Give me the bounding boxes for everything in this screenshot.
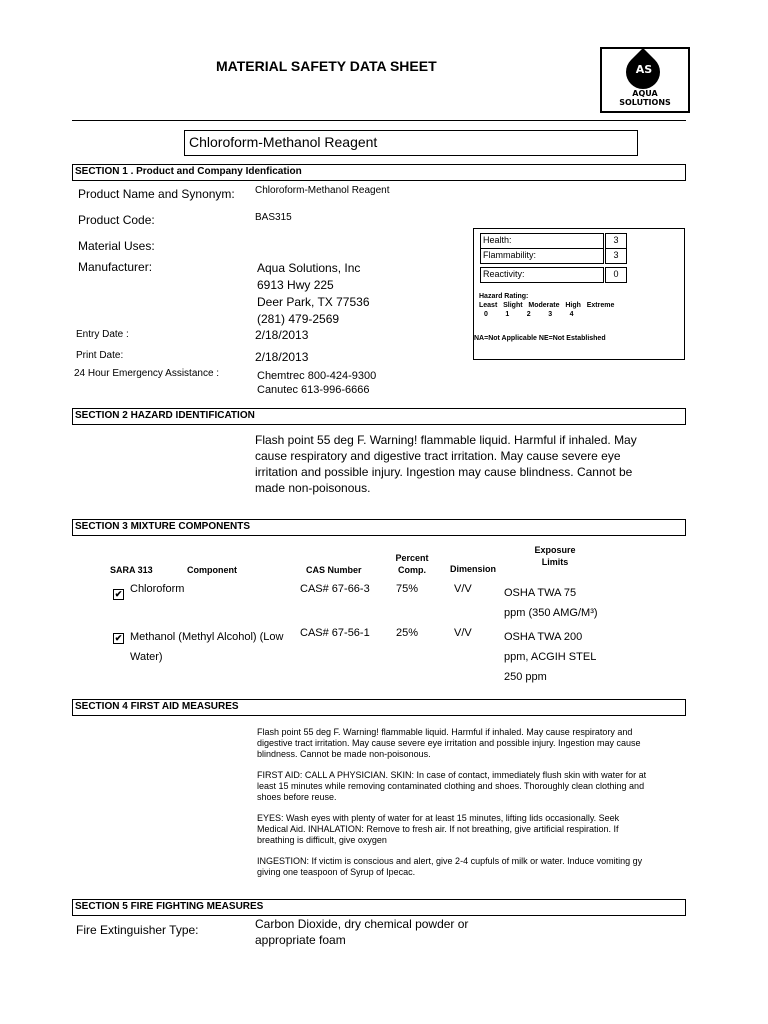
col-sara: SARA 313 (110, 565, 153, 575)
entry-date-value: 2/18/2013 (255, 328, 309, 342)
hazard-rating-scale: Least Slight Moderate High Extreme (479, 302, 615, 309)
section-5-header: SECTION 5 FIRE FIGHTING MEASURES (72, 899, 686, 916)
flammability-label: Flammability: (480, 248, 604, 264)
col-percent: Percent Comp. (395, 553, 429, 575)
col-dimension: Dimension (450, 564, 497, 574)
table-row (113, 628, 124, 646)
product-code-value: BAS315 (255, 212, 292, 223)
header-rule (72, 120, 686, 121)
section-3-header: SECTION 3 MIXTURE COMPONENTS (72, 519, 686, 536)
hazard-note: NA=Not Applicable NE=Not Established (474, 335, 606, 342)
manufacturer-label: Manufacturer: (78, 260, 153, 274)
hazard-identification-text: Flash point 55 deg F. Warning! flammable liquid. Harmful if inhaled. May cause respiratory and digestive tract irritation. May cause severe eye irritation and possible injury. Ingestion may cause blindness. Cannot be made non-poisonous. (255, 433, 637, 495)
reactivity-label: Reactivity: (480, 267, 604, 283)
product-code-label: Product Code: (78, 213, 155, 227)
reactivity-value: 0 (605, 267, 627, 283)
entry-date-label: Entry Date : (76, 329, 129, 340)
sara-check-icon: ✔ (114, 633, 123, 643)
health-label: Health: (480, 233, 604, 249)
manufacturer-address: Aqua Solutions, Inc 6913 Hwy 225 Deer Park, TX 77536 (281) 479-2569 (257, 261, 370, 326)
logo-mark: AS (635, 63, 653, 76)
document-title: MATERIAL SAFETY DATA SHEET (216, 58, 437, 74)
exposure-limit: OSHA TWA 200 ppm, ACGIH STEL 250 ppm (504, 631, 597, 683)
sara-check-icon: ✔ (114, 589, 123, 599)
percent-value: 75% (396, 583, 419, 595)
extinguisher-label: Fire Extinguisher Type: (76, 923, 199, 937)
section-2-header: SECTION 2 HAZARD IDENTIFICATION (72, 408, 686, 425)
first-aid-paragraph: FIRST AID: CALL A PHYSICIAN. SKIN: In case of contact, immediately flush skin with water for at least 15 minutes while removing contaminated clothing and shoes. Thoroughly clean clothing and shoes before reuse. (257, 770, 647, 802)
cas-number: CAS# 67-56-1 (300, 627, 370, 639)
material-uses-label: Material Uses: (78, 239, 155, 253)
percent-value: 25% (396, 627, 419, 639)
print-date-value: 2/18/2013 (255, 350, 309, 364)
section-1-header: SECTION 1 . Product and Company Idenfication (72, 164, 686, 181)
section-4-header: SECTION 4 FIRST AID MEASURES (72, 699, 686, 716)
col-exposure: Exposure Limits (534, 545, 576, 567)
exposure-limit: OSHA TWA 75 ppm (350 AMG/M³) (504, 587, 598, 619)
cas-number: CAS# 67-66-3 (300, 583, 370, 595)
product-name-label: Product Name and Synonym: (78, 187, 235, 201)
logo-text: AQUA SOLUTIONS (619, 89, 671, 107)
first-aid-paragraph: Flash point 55 deg F. Warning! flammable liquid. Harmful if inhaled. May cause respiratory and digestive tract irritation. May cause severe eye irritation and possible injury. Ingestion may cause blindness. Cannot be made non-poisonous. (257, 727, 641, 759)
hazard-rating-title: Hazard Rating: (479, 293, 529, 300)
first-aid-paragraph: EYES: Wash eyes with plenty of water for at least 15 minutes, lifting lids occasionally. Seek Medical Aid. INHALATION: Remove to fresh air. If not breathing, give artificial respiration. If breathing is difficult, give oxygen (257, 813, 620, 845)
first-aid-paragraph: INGESTION: If victim is conscious and alert, give 2-4 cupfuls of milk or water. Induce vomiting gy giving one teaspoon of Syrup of Ipecac. (257, 856, 643, 877)
aqua-solutions-logo (600, 47, 690, 113)
extinguisher-value: Carbon Dioxide, dry chemical powder or appropriate foam (255, 917, 469, 947)
emergency-label: 24 Hour Emergency Assistance : (74, 368, 220, 379)
emergency-contacts: Chemtrec 800-424-9300 Canutec 613-996-6666 (257, 370, 377, 396)
component-name: Chloroform (130, 583, 185, 595)
product-name-value: Chloroform-Methanol Reagent (255, 185, 390, 196)
product-title-box: Chloroform-Methanol Reagent (184, 130, 638, 156)
col-cas: CAS Number (306, 565, 362, 575)
col-component: Component (187, 565, 237, 575)
table-row (113, 584, 124, 602)
print-date-label: Print Date: (76, 350, 124, 361)
hazard-rating-box (473, 228, 685, 360)
component-name: Methanol (Methyl Alcohol) (Low Water) (130, 631, 284, 663)
flammability-value: 3 (605, 248, 627, 264)
hazard-rating-numbers: 0 1 2 3 4 (484, 311, 574, 318)
health-value: 3 (605, 233, 627, 249)
dimension-value: V/V (454, 583, 472, 595)
dimension-value: V/V (454, 627, 472, 639)
